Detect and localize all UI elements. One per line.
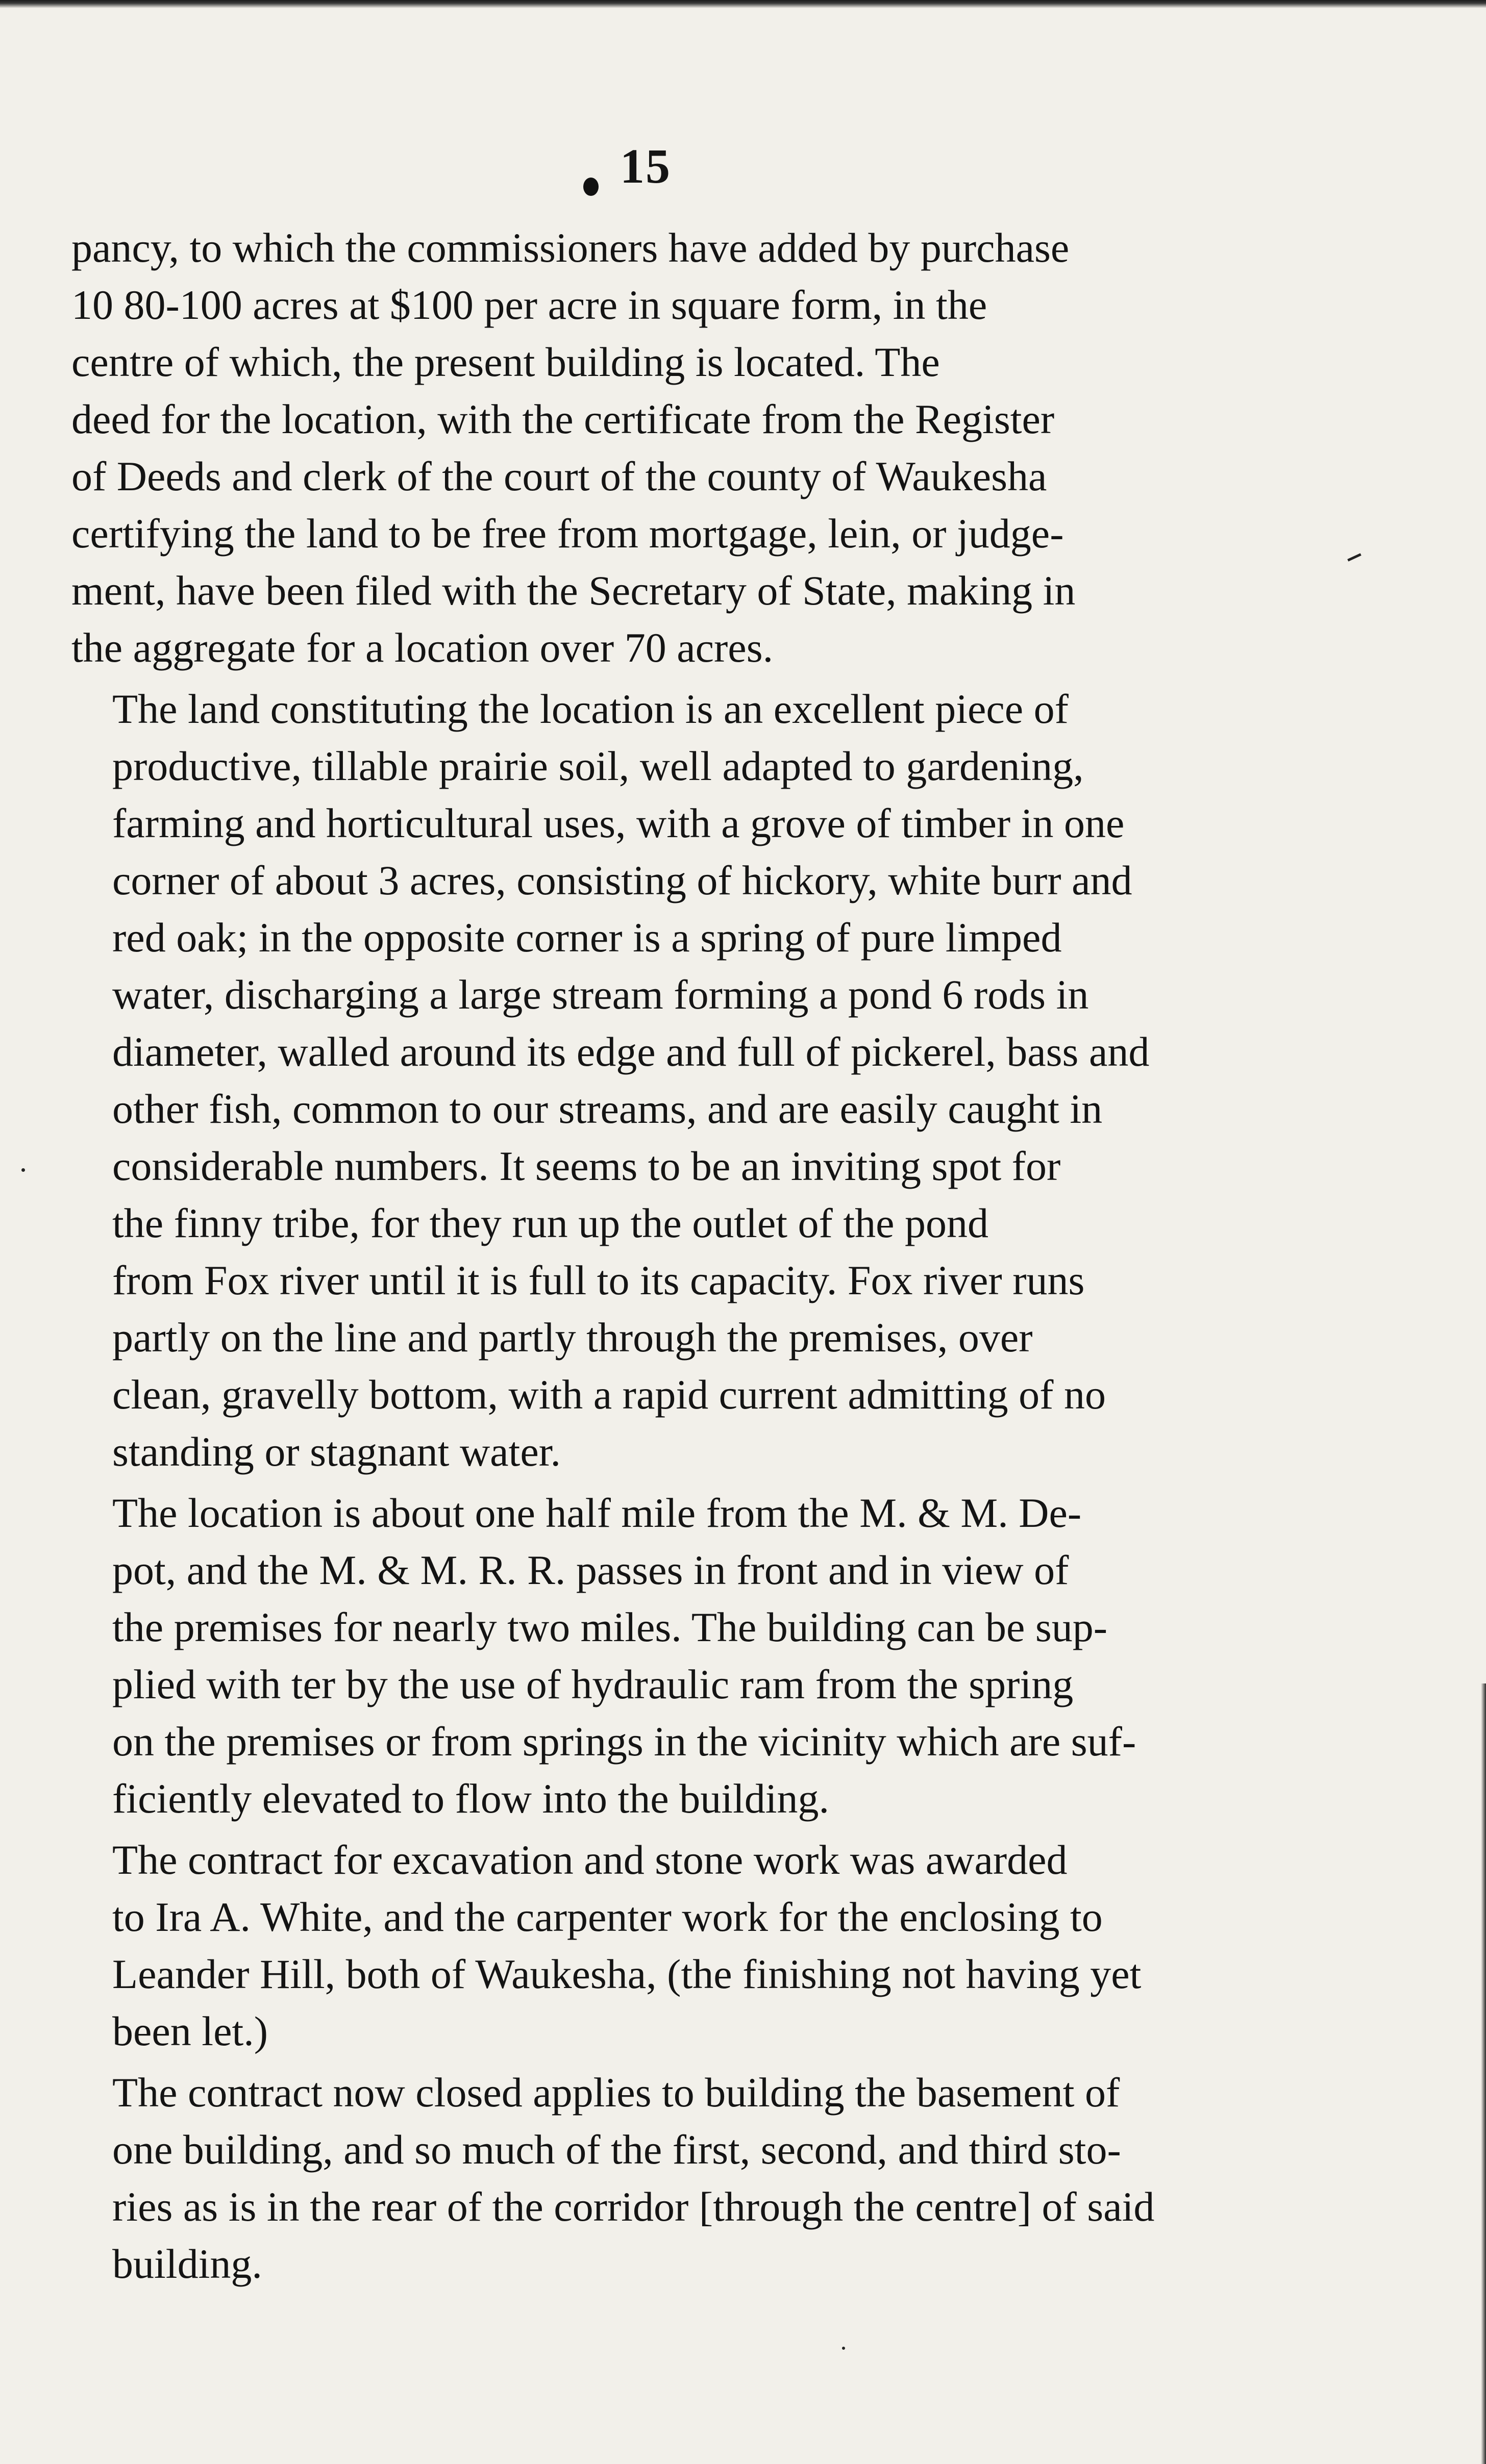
text-line: pancy, to which the commissioners have added by purchase xyxy=(71,224,1070,271)
text-line: pot, and the M. & M. R. R. passes in front and in view of xyxy=(112,1547,1069,1593)
text-line: one building, and so much of the first, second, and third sto- xyxy=(112,2126,1121,2173)
text-line: partly on the line and partly through the premises, over xyxy=(112,1314,1033,1361)
text-line: Leander Hill, both of Waukesha, (the finishing not having yet xyxy=(112,1951,1142,1997)
text-line: ficiently elevated to flow into the building. xyxy=(112,1775,830,1822)
text-line: to Ira A. White, and the carpenter work for the enclosing to xyxy=(112,1894,1103,1940)
text-line: standing or stagnant water. xyxy=(112,1428,561,1475)
text-line: been let.) xyxy=(112,2008,268,2054)
text-line: the aggregate for a location over 70 acres. xyxy=(71,624,774,671)
text-line: from Fox river until it is full to its capacity. Fox river runs xyxy=(112,1257,1085,1303)
text-line: The contract now closed applies to building the basement of xyxy=(112,2069,1120,2116)
text-line: the premises for nearly two miles. The building can be sup- xyxy=(112,1604,1108,1650)
text-line: red oak; in the opposite corner is a spring of pure limped xyxy=(112,914,1062,961)
ink-spot xyxy=(583,178,599,196)
paragraph-1 xyxy=(71,219,1240,676)
text-line: the finny tribe, for they run up the outlet of the pond xyxy=(112,1200,989,1246)
text-line: certifying the land to be free from mortgage, lein, or judge- xyxy=(71,510,1064,557)
paragraph-3 xyxy=(71,1485,1240,1827)
text-line: diameter, walled around its edge and full of pickerel, bass and xyxy=(112,1028,1150,1075)
text-line: 10 80-100 acres at $100 per acre in square form, in the xyxy=(71,282,987,328)
stray-mark xyxy=(1347,553,1361,561)
page-top-edge xyxy=(0,0,1486,8)
text-line: The location is about one half mile from the M. & M. De- xyxy=(112,1490,1082,1536)
text-line: plied with ter by the use of hydraulic ram from the spring xyxy=(112,1661,1074,1707)
text-line: clean, gravelly bottom, with a rapid current admitting of no xyxy=(112,1371,1106,1418)
text-line: other fish, common to our streams, and are easily caught in xyxy=(112,1086,1103,1132)
body-text xyxy=(71,219,1240,2293)
text-line: centre of which, the present building is located. The xyxy=(71,339,940,385)
text-line: The contract for excavation and stone work was awarded xyxy=(112,1837,1068,1883)
stray-dot xyxy=(842,2347,845,2350)
text-line: ment, have been filed with the Secretary of State, making in xyxy=(71,567,1076,614)
text-line: productive, tillable prairie soil, well adapted to gardening, xyxy=(112,743,1084,789)
stray-dot xyxy=(21,1168,25,1172)
page-number: 15 xyxy=(620,139,671,193)
text-line: farming and horticultural uses, with a grove of timber in one xyxy=(112,800,1125,846)
text-line: corner of about 3 acres, consisting of hickory, white burr and xyxy=(112,857,1132,903)
paragraph-2 xyxy=(71,681,1240,1480)
text-line: ries as is in the rear of the corridor [through the centre] of said xyxy=(112,2183,1155,2230)
text-line: deed for the location, with the certificate from the Register xyxy=(71,396,1055,442)
text-line: building. xyxy=(112,2241,262,2287)
text-line: on the premises or from springs in the vicinity which are suf- xyxy=(112,1718,1136,1765)
text-line: The land constituting the location is an excellent piece of xyxy=(112,686,1069,732)
text-line: water, discharging a large stream forming a pond 6 rods in xyxy=(112,971,1089,1018)
page-right-edge xyxy=(1481,1683,1486,2464)
paragraph-4 xyxy=(71,1831,1240,2060)
paragraph-5 xyxy=(71,2064,1240,2293)
text-line: considerable numbers. It seems to be an inviting spot for xyxy=(112,1143,1061,1189)
text-line: of Deeds and clerk of the court of the county of Waukesha xyxy=(71,453,1047,499)
